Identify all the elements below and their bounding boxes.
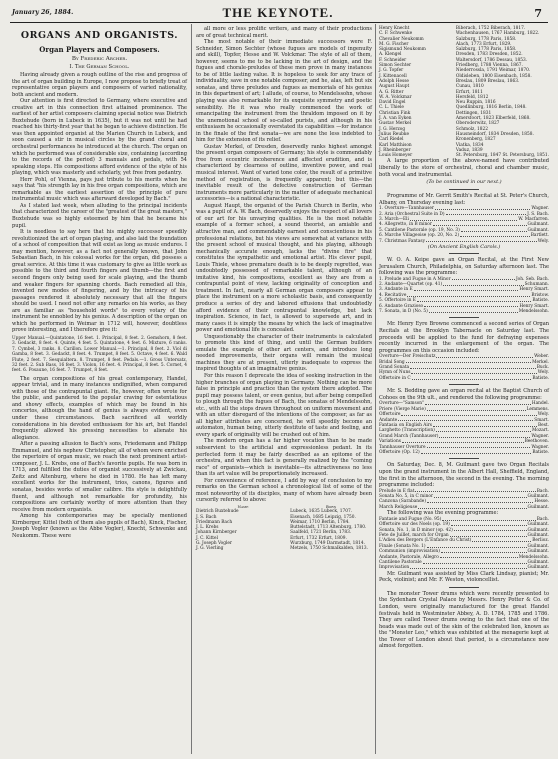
composer: W. Macfarren. xyxy=(518,216,549,222)
program-list xyxy=(379,354,549,381)
born: Salzburg, 1778 xyxy=(455,47,490,53)
dot-leader xyxy=(426,239,537,243)
piece-title: 4. Recitative xyxy=(379,292,407,298)
died: Breslau, 1863. xyxy=(487,78,520,84)
born: Oberoderwitz, 1827 xyxy=(455,121,500,127)
paragraph: Gustav Merkel, of Dresden, deservedly ranks highest amongst the present organ composers of Germany; his style is commendably free from eccentric incoherence and affected erudition, and is characterized by clearness of outline, inventive power, and real musical interest. Want of varied tone color, the result of a primitive method of registration, is frequently apparent; but this—the inevitable result of the defective construction of German instruments more particularly in the matter of adequate mechanical accessories—is a national characteristic. xyxy=(196,143,372,203)
died: Dresden, 1858. xyxy=(500,131,534,137)
composer-name: G. Joseph Vogler xyxy=(196,541,232,546)
piece-title: 1. Prelude and Fugue in A Minor xyxy=(379,276,451,282)
died: Schmalkalden, 1813. xyxy=(322,546,368,552)
born: Breslau, 1809 xyxy=(455,78,487,84)
dot-leader xyxy=(461,228,527,232)
piece-title: Fete de Juillet, march for Organ xyxy=(379,532,449,538)
born: Amersfoort, 1823 xyxy=(455,116,495,122)
piece-title: 1. Overture—Tannhauser xyxy=(379,206,434,212)
composer: Bach. xyxy=(536,488,549,494)
composer-name: J. Rheinberger xyxy=(379,147,411,153)
born: Dresden, 1783 xyxy=(455,52,488,58)
composer-name: A. G. Ritter xyxy=(379,89,404,95)
composer: Guilmant. xyxy=(527,565,549,571)
piece-title: Grand Sonata xyxy=(379,365,410,371)
piece-title: Overture—"Samson" xyxy=(379,401,425,407)
separator xyxy=(449,189,479,190)
section-heading: I. The German School. xyxy=(69,64,130,70)
died: Weimar, 1870. xyxy=(498,68,531,74)
composer: Guilmant. xyxy=(527,560,549,566)
composer-name: Carl Riedel xyxy=(379,137,404,143)
composer: Wagner. xyxy=(531,433,549,439)
died: St. Petersburg, 1851. xyxy=(502,153,549,159)
newspaper-page xyxy=(2,2,554,756)
born: Cunau, 1810 xyxy=(455,84,484,90)
composer: Wagner. xyxy=(531,206,549,212)
born: Hersfeld, 1812 xyxy=(455,94,489,100)
died: Hamburg, 1822. xyxy=(503,31,540,37)
column-divider xyxy=(375,24,376,754)
composer: Mozart. xyxy=(532,428,549,434)
composer-name: Chevalier Neukomm xyxy=(379,36,424,42)
born: Buttelstadt, 1713 xyxy=(290,525,329,531)
article-body-col2 xyxy=(196,26,372,504)
piece-title: Hymn of Nuns xyxy=(379,370,411,376)
composer-name: Adolph Hesse xyxy=(379,78,409,84)
born: Quedlinburg, 1816 xyxy=(455,105,497,111)
composer: Guilmant. xyxy=(527,222,549,228)
paragraph: It is needless to say here that his mighty successor speedily revolutionized the art of organ playing, and also laid the foundation of a school of composition that will exist as long as music endures. I may mention, however, as a fact not generally known, that John Sebastian Bach, in his colossal works for the organ, did possess a great service. At this time it was customary to give as little work as possible to the third and fourth fingers and thumb—the first and second fingers only being used for scale playing, and the thumb and weaker fingers for spanning chords. Bach remedied all this, invented new modes of fingering, and by the intricacy of his passages rendered it absolutely necessary that all the fingers should be used. I need not offer any remarks on his works, as they are as familiar as "household words" to every votary of the instrument he ennobled by his genius. A description of the organ on which he performed in Weimar in 1712 will, however, doubtless prove interesting, and I therefore give it: xyxy=(12,229,187,334)
column-divider xyxy=(191,24,192,754)
born: Wachenhausen, 1767 xyxy=(455,31,503,37)
died: Dessau, 1853. xyxy=(496,57,528,63)
piece-title: Bridal Song xyxy=(379,359,405,365)
died: Erfurt, 1829. xyxy=(483,41,512,47)
program-item xyxy=(379,376,549,381)
program-list xyxy=(379,489,549,511)
born: Niederrossla, 1791 xyxy=(455,68,498,74)
composer: Berlioz. xyxy=(532,538,549,544)
born: Eisenach, 1685 xyxy=(290,514,324,520)
paragraph: As I stated last week, when alluding to the principal incidents that characterized the career of the "greatest of the great masters," Buxtehude was so highly esteemed by him that he became his pupil. xyxy=(12,202,187,229)
masthead-title: THE KEYNOTE. xyxy=(222,5,334,20)
article-body xyxy=(12,72,187,334)
dot-leader xyxy=(451,522,527,526)
table-header: Name xyxy=(237,503,249,509)
dot-leader xyxy=(433,423,537,427)
piece-title: Grand March (Tannhauser) xyxy=(379,433,439,439)
composer-name: J. Kittenacell xyxy=(379,73,407,79)
dot-leader xyxy=(406,360,531,364)
composer-name: Gustav Merkel xyxy=(379,121,412,127)
piece-title: Fantasie and Fugue (No. 95) xyxy=(379,516,442,522)
article-subtitle: Organ Players and Composers. xyxy=(39,45,160,54)
composer-name: David Engel xyxy=(379,100,406,106)
born: Lubeck, 1635 xyxy=(290,509,320,515)
born: Saalfeld, 1721 xyxy=(290,530,322,536)
composer: Handel. xyxy=(531,401,549,407)
born: Biberach, 1752 xyxy=(455,26,490,31)
composer-name: Friedmann Bach xyxy=(196,519,233,525)
piece-title: Priere (Vierge Marie) xyxy=(379,406,426,412)
issue-date: January 26, 1884. xyxy=(12,9,74,16)
piece-title: 6. Marche Villageoise (op. 20, No. 2) xyxy=(379,233,460,239)
born: Metzels, 1750 xyxy=(290,546,321,552)
dot-leader xyxy=(424,304,518,308)
born: Hausneindorf, 1834 xyxy=(455,131,500,137)
composer-dates xyxy=(290,546,372,551)
program-footnote: Mr. Guilmant was assisted by Miss Clark Lindsay, pianist; Mr. Peck, violinist; and Mr. F. Weston, violoncellist. xyxy=(379,570,549,584)
born: Salzburg, 1778 xyxy=(455,36,490,42)
piece-title: Sonata No. 5, in C minor xyxy=(379,494,434,499)
composer-name: J. L. Krebs xyxy=(196,525,219,531)
composer-name: Simon Sechter xyxy=(379,63,412,69)
composer: Beethoven. xyxy=(524,439,549,445)
composer-name: J. A. van Eyken xyxy=(379,116,412,122)
separator xyxy=(449,317,479,318)
composer-name: J. G. Herzog xyxy=(379,126,406,132)
paragraph: The organ compositions of his great contemporary, Handel, appear trivial, and in many instances undignified, when compared with those of the contrapuntal giant. He, however, often wrote for the public, and pandered to the popular craving for ostentatious and showy effects, examples of which may be found in his concertos, although the hand of genius is always evident, even under these circumstances. Bach sacrificed all worldly considerations in his devoted enthusiasm for his art, but Handel frequently allowed his pressing necessities to alienate his allegiance. xyxy=(12,375,187,441)
piece-title: Cantilene Pastorale xyxy=(379,560,422,566)
piece-title: Offertoire in C xyxy=(379,375,411,381)
composer: Mendelssohn. xyxy=(518,309,549,315)
column-1 xyxy=(12,26,187,756)
separator xyxy=(449,384,479,385)
piece-title: 3. Andante in E xyxy=(379,287,413,293)
page-number: 7 xyxy=(534,7,542,20)
program-list xyxy=(379,277,549,315)
dot-leader xyxy=(417,298,531,302)
composer: J. S. Bach. xyxy=(527,211,549,217)
composer: Guilmant. xyxy=(527,543,549,549)
dot-leader xyxy=(472,538,531,542)
composer-name: J. G. Vierling xyxy=(196,546,224,552)
composer: Batiste. xyxy=(532,298,549,304)
piece-title: Improvisation xyxy=(379,565,410,571)
dot-leader xyxy=(415,489,535,493)
paragraph: Our attention is first directed to Germany, where executive and creative art in this connection first attained prominence. The earliest of her artist composers claiming special notice was Dietrich Buxtehude (born in Lubeck in 1635), but it was not until he had reached his thirty-first year that he began to achieve distinction. He was then appointed organist at the Marien Church in Lubeck, and soon caused a stir in musical circles by the grand choral and orchestral performances he introduced at the church. The organ on which he performed was of considerable size, containing (according to the records of the period) 3 manuals and pedals, with 54 speaking stops. His compositions afford evidence of the style of his playing, which was masterly and scholarly, yet free from pedantry. xyxy=(12,98,187,177)
composer-name: Johann Kirnberger xyxy=(196,530,237,536)
piece-title: L'Adieu des Bergers (L'Enfance du Christ) xyxy=(379,538,472,544)
article-body-continued xyxy=(12,376,187,540)
program-item xyxy=(379,450,549,455)
dot-leader xyxy=(439,434,530,438)
composer: Schumann. xyxy=(524,282,549,288)
piece-title: Prelude in E flat xyxy=(379,488,415,494)
composer: Bach. xyxy=(536,516,549,522)
composer-name: J. G. Topfer xyxy=(379,68,404,74)
dot-leader xyxy=(401,412,536,416)
born: Dettingen, 1831 xyxy=(455,110,492,116)
to-be-continued: (To be continued in our next.) xyxy=(426,179,502,186)
died: Eisenbach, 1858. xyxy=(494,73,532,79)
program-note: (On Ancient English Carols.) xyxy=(427,244,501,250)
piece-title: 4. Allegretto, in B minor xyxy=(379,222,432,228)
piece-title: 7. Christmas Fantasy xyxy=(379,238,426,244)
died: Lubeck, 1707. xyxy=(321,509,353,515)
composer: Mendelssohn. xyxy=(518,554,549,560)
died: Darmstadt, 1814. xyxy=(326,541,365,546)
paragraph: all more or less prolific writers, and many of their productions are of great technical merit. xyxy=(196,26,372,39)
dot-leader xyxy=(433,222,527,226)
composer-name: August Haupt xyxy=(379,84,410,90)
composer: Guilmant. xyxy=(527,549,549,555)
composer: Hesse. xyxy=(534,499,549,505)
composer: Henry Smart. xyxy=(519,287,549,293)
composer: Guilmant. xyxy=(527,494,549,499)
dot-leader xyxy=(441,549,527,553)
composer: Smart. xyxy=(534,417,549,423)
dot-leader xyxy=(425,401,531,405)
composer: Bristow. xyxy=(531,292,549,298)
composer: Weber. xyxy=(534,354,549,360)
program-intro: Mr. Henry Eyre Browne commenced a second series of Organ Recitals at the Brooklyn Tabernacle on Saturday last. The proceeds will be applied to the fund for defraying expenses recently incurred in the enlargement of the organ. The programmes on this occasion included: xyxy=(379,321,549,354)
composer: Wely. xyxy=(537,370,549,376)
died: Biberach, 1817. xyxy=(490,26,526,31)
paragraph: Among his contemporaries may be specially mentioned Kirnberger, Kittel (both of them also pupils of Bach), Kinck, Fischer, Joseph Vogler (known as the Abbe Vogler), Knecht, Schwenke and Neukomm. These were xyxy=(12,513,187,539)
composer-name: A. Klengel xyxy=(379,52,402,58)
died: Berlin, 1783. xyxy=(322,530,352,536)
piece-title: Fantasia on English Airs xyxy=(379,422,433,428)
born: Alach, 1773 xyxy=(455,41,482,47)
born: Kronenberg, 1827 xyxy=(455,137,496,143)
composer-name: W. A. Volckmar xyxy=(379,94,412,100)
dot-leader xyxy=(450,533,527,537)
piece-title: Sonata, No. 1, in D minor (op. 42) xyxy=(379,527,453,533)
piece-title: Canzona (Sarabande) xyxy=(379,499,427,505)
dot-leader xyxy=(398,418,533,422)
program-intro: Programme of Mr. Gerrit Smith's Recital at St. Peter's Church, Albany, on Thursday evening last: xyxy=(379,193,549,206)
piece-title: 5. Cantilene Pastorale (op. 19, No. 3) xyxy=(379,227,460,233)
dot-leader xyxy=(427,499,533,503)
piece-title: Finale (Sonata No. 1) xyxy=(379,543,426,549)
died: Berlin, 1784. xyxy=(321,519,350,525)
dot-leader xyxy=(418,505,526,509)
piece-title: 3. March—Eli xyxy=(379,216,409,222)
born: Schmolz, 1822 xyxy=(455,126,488,132)
article-closing: A large proportion of the above-named have contributed liberally to the store of orchestral, choral and chamber music, both vocal and instrumental. xyxy=(379,158,549,178)
dot-leader xyxy=(434,494,527,498)
composer: Joh. Seb. Bach. xyxy=(515,276,549,282)
dot-leader xyxy=(410,365,536,369)
died: Paris, 1858. xyxy=(490,47,517,53)
program-item xyxy=(379,309,549,314)
dot-leader xyxy=(427,544,527,548)
dot-leader xyxy=(412,376,532,380)
program-list xyxy=(379,517,549,571)
composer: Bartlett. xyxy=(530,233,549,239)
composer: Best. xyxy=(538,422,549,428)
born: Viatka, 1834 xyxy=(455,142,484,148)
composer-name: Julius Reubke xyxy=(379,131,410,137)
program-intro: Mr. S. Bedding gave an organ recital at the Baptist Church of Cohoes on the 9th ult., and rendered the following programme: xyxy=(379,388,549,401)
piece-title: 6. Andante Grazioso xyxy=(379,303,424,309)
organ-specification: Upper Manual.—Quintatone, 16 feet. 1. Principal, 8 feet. 2. Gemshorn, 8 feet. 3. Gedackt, 8 feet. 4. Quinte, 4 feet. 5. Quintatone, 4 feet. 6. Mixture, 6 ranks. 7. Cymbel, 3 ranks. 8. Carillon. Lower Manual.—1. Principal, 8 feet. 2. Viol di Gamba, 8 feet. 3. Gedackt, 8 feet. 4. Trumpet, 8 feet. 5. Octave, 4 feet. 6. Wald Flute, 2 feet. 7. Sesquialtera. 8. Trumpet, 8 feet. Pedals.—1. Gross Untersatz, 32 feet. 2. Sub Bass, 16 feet. 3. Violon, 16 feet. 4. Principal, 8 feet. 5. Cornet, 4 feet. 6. Posaune, 16 feet. 7. Trumpet, 8 feet. xyxy=(12,335,187,374)
piece-title: 2. Andante—Quartet (op. 41) xyxy=(379,282,443,288)
born: Friedberg, 1788 xyxy=(455,63,492,69)
dot-leader xyxy=(435,206,530,210)
composer: Buck. xyxy=(536,365,549,371)
composer: Wely. xyxy=(537,238,549,244)
paragraph: For this reason I deprecate the idea of seeking instruction in the higher branches of organ playing in Germany. Nothing can be more false in principle and practice than the system there adopted. The pupil may possess talent, or even genius, but after being compelled to plough through the fugues of Bach, the sonatas of Mendelssohn, etc., with all the stops drawn throughout on uniform movement and with an utter disregard of the intentions of the composer, as far as all higher attributes are concerned, he will speedily become an automaton, human being, utterly destitute of taste and feeling, and every spark of originality will be crushed out of him. xyxy=(196,372,372,438)
dot-leader xyxy=(436,354,533,358)
separator xyxy=(449,587,479,588)
composer: Guilmant. xyxy=(527,504,549,510)
dot-leader xyxy=(411,370,536,374)
born: Erfurt, 1811 xyxy=(455,89,483,95)
paragraph: August Haupt, the organist of the Parish Church in Berlin, who was a pupil of A. W. Bach, deservedly enjoys the respect of all lovers of our art for his unvarying qualities. He is the most notable example of a former school, a sound theorist, an amiable and attractive man, and commendably earnest and conscientious in his professional relations, but his views are somewhat at variance with the present school of musical thought, and his playing, although mechanically accurate enough, lacks the "divine fire" that constitutes the sympathetic and emotional artist. His clever pupil, Louis Thiele, whose premature death is to be deeply regretted, was undoubtedly possessed of remarkable talent, although of an imitative kind, his compositions, excellent as they are from a contrapuntal point of view, lacking originality of conception and treatment. In fact, nearly all German organ composers appear to place the instrument on a more scholastic basis, and consequently produce a series of dry and labored effusions that undoubtedly afford evidence of their contrapuntal knowledge, but lack inspiration. Science, in fact, is allowed to supersede art, and in many cases it is simply the means by which the lack of imaginative power and emotional life is concealed. xyxy=(196,202,372,334)
born: Weimar, 1710 xyxy=(290,519,320,525)
composer-name: Dietrich Buxtehude xyxy=(196,509,239,515)
page-header xyxy=(2,2,554,24)
piece-title: Offertoire xyxy=(379,412,401,418)
composer-table-continued xyxy=(379,26,549,158)
composer-name: C. L. Thiele xyxy=(379,105,404,111)
born: St. Petersburg, 1847 xyxy=(455,153,502,159)
composer-name: Karl Matthison xyxy=(379,142,412,148)
born: Vaduz, 1839 xyxy=(455,147,483,153)
dot-leader xyxy=(442,517,535,521)
piece-title: March Religieuse xyxy=(379,504,418,510)
byline: By Frederic Archer. xyxy=(71,56,128,62)
composer: Guilmant. xyxy=(527,522,549,528)
composer: Merkel. xyxy=(532,359,549,365)
composer-name: Henry Knecht xyxy=(379,26,410,31)
piece-title: 2. Aria (Orchestral Suite in D) xyxy=(379,211,445,217)
composer-name: J. C. Kittel xyxy=(196,535,218,541)
column-3 xyxy=(379,26,549,756)
piece-title: 5. Offertoire in E xyxy=(379,298,416,304)
composer-table xyxy=(196,504,372,552)
dot-leader xyxy=(429,309,518,313)
composer: Batiste. xyxy=(532,375,549,381)
dot-leader xyxy=(421,450,532,454)
composer: Guilmant. xyxy=(527,527,549,533)
composer-name: J. S. Bach xyxy=(196,514,217,520)
table-header: Born xyxy=(325,503,337,509)
paragraph: After a passing allusion to Bach's sons, Friedemann and Philipp Emmanuel, and his nephew Christopher, all of whom were enriched the repertoire of organ music, we reach the next prominent artist-composer, J. L. Krebs, one of Bach's favorite pupils. He was born in 1713, and fulfilled the duties of organist successively at Zwickau, Zeitz and Altenburg, where he died in 1780. He has left many excellent works for the instrument, trios, canons, figures and sonatas, besides works of smaller calibre. His style is delightfully fluent, and although not remarkable for profundity, his compositions are certainly worthy of more attention than they receive from modern organists. xyxy=(12,441,187,513)
composer: Henry Smart. xyxy=(519,303,549,309)
dot-leader xyxy=(440,555,518,559)
born: Wurzburg, 1749 xyxy=(290,541,326,546)
program-list xyxy=(379,206,549,244)
died: Altenburg, 1780. xyxy=(329,525,367,531)
dot-leader xyxy=(402,439,524,443)
program-intro: W. O. A. Keipe gave an Organ Recital, at the First New Jerusalem Church, Philadelphia, on Saturday afternoon last. The following was the programme: xyxy=(379,257,549,277)
dot-leader xyxy=(407,293,530,297)
composer-name: M. G. Fischer xyxy=(379,41,409,47)
composer-name: F. Schneider xyxy=(379,57,407,63)
piece-title: Tannhauser Overture xyxy=(379,444,426,450)
program-intro: On Saturday, Dec. 8, M. Guilmant gave two Organ Recitals upon the grand instrument in the Albert Hall, Sheffield, England, the first in the afternoon, the second in the evening. The morning programme included: xyxy=(379,462,549,489)
dot-leader xyxy=(427,445,531,449)
dot-leader xyxy=(446,212,527,216)
born: Waltersdorf, 1786 xyxy=(455,57,495,63)
born: Neu Ruppin, 1816 xyxy=(455,100,496,106)
dot-leader xyxy=(460,233,530,237)
separator xyxy=(449,253,479,254)
composer-name: Christian Fink xyxy=(379,110,411,116)
composer: Wagner. xyxy=(531,444,549,450)
composer: Batiste. xyxy=(532,450,549,455)
dot-leader xyxy=(454,528,527,532)
dot-leader xyxy=(452,277,515,281)
died: Elberfeld, 1868. xyxy=(495,116,531,122)
composer-name: C. F. Schwenke xyxy=(379,31,413,37)
born: Erfurt, 1732 xyxy=(290,535,318,541)
died: Vienna, 1867. xyxy=(492,63,523,69)
piece-title: Andante xyxy=(379,417,398,423)
article-title: ORGANS AND ORGANISTS. xyxy=(20,30,179,41)
separator xyxy=(449,458,479,459)
piece-title: Variations xyxy=(379,439,401,445)
born: Oldisleben, 1800 xyxy=(455,73,493,79)
dot-leader xyxy=(436,428,531,432)
composer: Wely. xyxy=(537,412,549,418)
died: Paris, 1858. xyxy=(490,36,517,42)
composer: Lemmens. xyxy=(526,406,549,412)
paragraph: Unquestionably the character of their instruments is calculated to promote this kind of thing, and until the German builders emulate the example of other art centers, and introduce long needed improvements, their organs will remain the musical machines they are at present, utterly inadequate to express the inspired thoughts of an imaginative genius. xyxy=(196,333,372,373)
dot-leader xyxy=(414,287,519,291)
dot-leader xyxy=(443,282,523,286)
paragraph: For convenience of reference, I add by way of conclusion to my remarks on the German school a chronological list of some of the most noteworthy of its disciples, many of whom have already been cursorily referred to above: xyxy=(196,477,372,504)
composer: Guilmant. xyxy=(527,227,549,233)
composer-name: Louis Homeyer xyxy=(379,153,413,159)
piece-title: Offertoire (Op. 12) xyxy=(379,450,420,455)
died: Dresden, 1852. xyxy=(489,52,523,58)
program-list xyxy=(379,401,549,455)
dot-leader xyxy=(423,560,527,564)
died: Leipzig, 1750. xyxy=(324,514,356,520)
piece-title: Andante, Pastorale, Allegro xyxy=(379,554,439,560)
died: Erfurt, 1809. xyxy=(318,535,347,541)
news-item: The monster Tower drums which were recently presented to the Sydenham Crystal Palace by Messrs. Henry Potter & Co. of London, were originally manufactured for the great Handel festivals held in Westminster Abbey, A. D. 1784, 1785 and 1786. They are called Tower drums owing to the fact that one of the heads was made out of the skin of the celebrated lion, known as the "Monster Leo," which was exhibited at the menagerie kept at the Tower of London about that period, is a circumstance now almost forgotten. xyxy=(379,590,549,650)
paragraph: The most notable of their immediate successors were F. Schneider, Simon Sechter (whose fugues are models of ingenuity and skill), Topfer, Hesse and W. Volckmar. The style of all of them, however, seems to me to be lacking in the art of design, and the fugues and chorale-preludes of these men prove in many instances to be of little lasting value. It is hopeless to seek for any trace of individuality, save in one notable composer, and he, alas, left but six sonatas, and three preludes and fugues as memorials of his genius in this department of art; I allude, of course, to Mendelssohn, whose playing was also remarkable for its exquisite symmetry and poetic sensibility. He it was who really commenced the work of emancipating the instrument from the thraldom imposed on it by the unemotional school of so-called purists, and although in his enthusiasm he occasionally overstated its capabilities —for instance in the finale of the first sonata—we are none the less indebted to him for the extension of its relief. xyxy=(196,39,372,144)
piece-title: Overture—Der Freischutz xyxy=(379,354,436,360)
piece-title: Communion (improvisation) xyxy=(379,549,440,555)
paragraph: The modern organ has a far higher vocation than to be made subservient to the artificial and expressionless pedant. In its perfected form it may be fairly described as an epitome of the orchestra, and when this fact is generally realized by the "coming race" of organists—which is inevitable—its attractiveness no less than its art value will be proportionately increased. xyxy=(196,438,372,478)
dot-leader xyxy=(427,407,526,411)
column-2 xyxy=(196,26,372,756)
paragraph: Having already given a rough outline of the rise and progress of the art of organ building in Europe, I now propose to briefly treat of representative organ players and composers of varied nationality, both ancient and modern. xyxy=(12,72,187,98)
paragraph: Herr Pohl, of Vienna, pays just tribute to his merits when he says that "his strength lay in his free organ compositions, which are remarkable as the earliest assertion of the principle of pure instrumental music which was afterward developed by Bach." xyxy=(12,176,187,203)
header-rule xyxy=(10,22,548,23)
composer: Guilmant. xyxy=(527,532,549,538)
piece-title: Larghetto (Transcription) xyxy=(379,428,435,434)
piece-title: 7. Sonata, in D (No. 5) xyxy=(379,309,428,315)
piece-title: Offertoire sur des Noels (op. 19) xyxy=(379,522,450,528)
dot-leader xyxy=(410,565,526,569)
composer-name: Sigismund Neukomm xyxy=(379,47,426,53)
program-subhead: The following was the evening programme: xyxy=(387,510,499,517)
died: Berlin, 1848. xyxy=(498,105,527,111)
dot-leader xyxy=(410,217,517,221)
